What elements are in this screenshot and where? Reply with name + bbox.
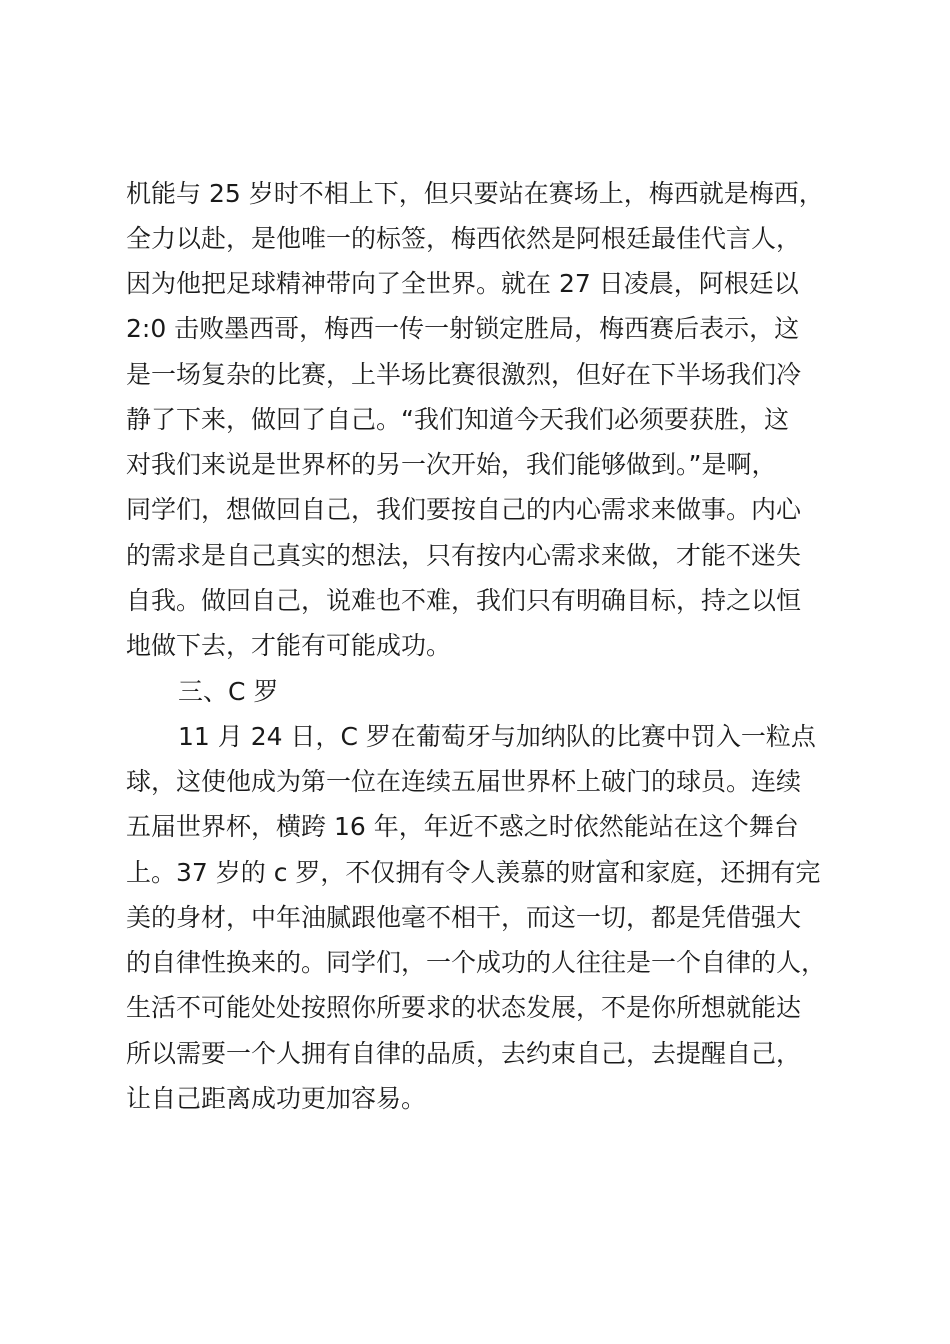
section-heading: 三、C 罗 [178, 677, 279, 706]
text-line: 对我们来说是世界杯的另一次开始，我们能够做到。”是啊， [126, 450, 777, 479]
text-line: 球，这使他成为第一位在连续五届世界杯上破门的球员。连续 [126, 767, 802, 796]
text-line: 静了下来，做回了自己。“我们知道今天我们必须要获胜，这 [126, 405, 789, 434]
text-line: 地做下去，才能有可能成功。 [126, 631, 452, 660]
text-line: 美的身材，中年油腻跟他毫不相干，而这一切，都是凭借强大 [126, 903, 802, 932]
text-line: 2:0 击败墨西哥，梅西一传一射锁定胜局，梅西赛后表示，这 [126, 314, 800, 343]
text-line: 所以需要一个人拥有自律的品质，去约束自己，去提醒自己， [126, 1039, 802, 1068]
text-line: 的需求是自己真实的想法，只有按内心需求来做，才能不迷失 [126, 541, 802, 570]
text-line: 是一场复杂的比赛，上半场比赛很激烈，但好在下半场我们冷 [126, 360, 802, 389]
text-line: 上。37 岁的 c 罗，不仅拥有令人羡慕的财富和家庭，还拥有完 [126, 858, 821, 887]
text-line: 11 月 24 日，C 罗在葡萄牙与加纳队的比赛中罚入一粒点 [178, 722, 816, 751]
text-line: 生活不可能处处按照你所要求的状态发展，不是你所想就能达 [126, 993, 802, 1022]
text-line: 全力以赴，是他唯一的标签，梅西依然是阿根廷最佳代言人， [126, 224, 802, 253]
text-line: 机能与 25 岁时不相上下，但只要站在赛场上，梅西就是梅西， [126, 179, 824, 208]
text-line: 同学们，想做回自己，我们要按自己的内心需求来做事。内心 [126, 495, 802, 524]
text-line: 让自己距离成功更加容易。 [126, 1084, 427, 1113]
text-line: 自我。做回自己，说难也不难，我们只有明确目标，持之以恒 [126, 586, 802, 615]
text-line: 五届世界杯，横跨 16 年，年近不惑之时依然能站在这个舞台 [126, 812, 799, 841]
text-line: 因为他把足球精神带向了全世界。就在 27 日凌晨，阿根廷以 [126, 269, 799, 298]
text-line: 的自律性换来的。同学们，一个成功的人往往是一个自律的人， [126, 948, 827, 977]
